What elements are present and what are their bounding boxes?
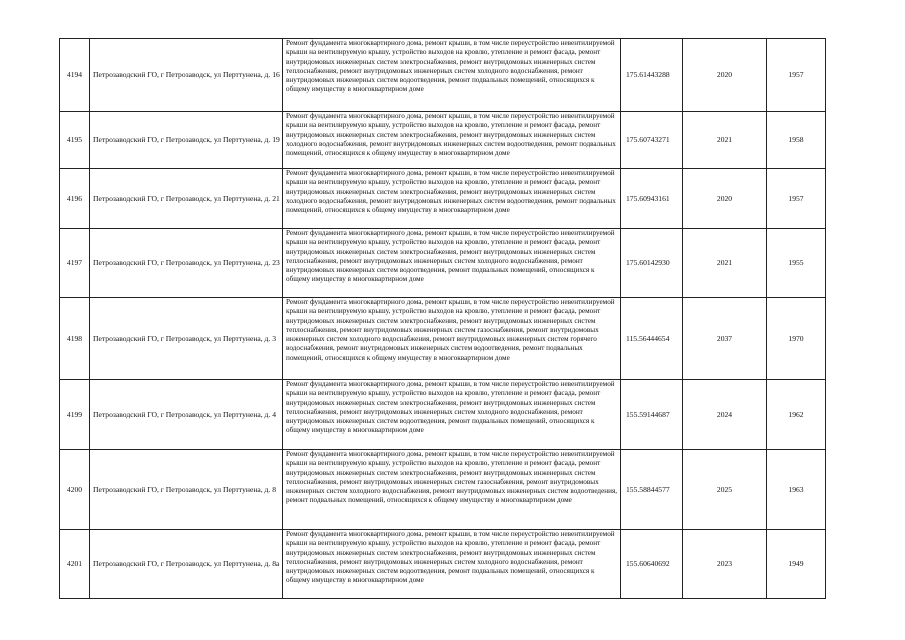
cost-cell: 175.60943161 [621,169,683,229]
row-number: 4199 [60,380,90,450]
plan-year-cell: 2020 [683,169,767,229]
address-cell: Петрозаводский ГО, г Петрозаводск, ул Перттунена, д. 23 [90,229,283,298]
address-cell: Петрозаводский ГО, г Петрозаводск, ул Перттунена, д. 4 [90,380,283,450]
plan-year-cell: 2037 [683,298,767,380]
plan-year-cell: 2024 [683,380,767,450]
address-cell: Петрозаводский ГО, г Петрозаводск, ул Перттунена, д. 3 [90,298,283,380]
cost-cell: 175.60142930 [621,229,683,298]
plan-year-cell: 2020 [683,39,767,112]
cost-cell: 175.61443288 [621,39,683,112]
works-cell: Ремонт фундамента многоквартирного дома, ремонт крыши, в том числе переустройство невентилируемой крыши на вентилируемую крышу, устройство выходов на кровлю, утепление и ремонт фасада, ремонт внутридомовых инженерных систем электроснабжения, ремонт внутридомовых инженерных систем теплоснабжения, ремонт внутридомовых инженерных систем холодного водоснабжения, ремонт внутридомовых инженерных систем водоотведения, ремонт подвальных помещений, относящихся к общему имуществу в многоквартирном доме [283,39,621,112]
works-cell: Ремонт фундамента многоквартирного дома, ремонт крыши, в том числе переустройство невентилируемой крыши на вентилируемую крышу, устройство выходов на кровлю, утепление и ремонт фасада, ремонт внутридомовых инженерных систем электроснабжения, ремонт внутридомовых инженерных систем холодного водоснабжения, ремонт внутридомовых инженерных систем водоотведения, ремонт подвальных помещений, относящихся к общему имуществу в многоквартирном доме [283,169,621,229]
row-number: 4200 [60,450,90,530]
table-row [60,169,826,229]
table-row [60,39,826,112]
row-number: 4194 [60,39,90,112]
table-row [60,450,826,530]
table-row [60,229,826,298]
table-row [60,112,826,169]
works-cell: Ремонт фундамента многоквартирного дома, ремонт крыши, в том числе переустройство невентилируемой крыши на вентилируемую крышу, устройство выходов на кровлю, утепление и ремонт фасада, ремонт внутридомовых инженерных систем электроснабжения, ремонт внутридомовых инженерных систем теплоснабжения, ремонт внутридомовых инженерных систем холодного водоснабжения, ремонт внутридомовых инженерных систем водоотведения, ремонт подвальных помещений, относящихся к общему имуществу в многоквартирном доме [283,530,621,599]
address-cell: Петрозаводский ГО, г Петрозаводск, ул Перттунена, д. 19 [90,112,283,169]
table-row [60,530,826,599]
works-cell: Ремонт фундамента многоквартирного дома, ремонт крыши, в том числе переустройство невентилируемой крыши на вентилируемую крышу, устройство выходов на кровлю, утепление и ремонт фасада, ремонт внутридомовых инженерных систем электроснабжения, ремонт внутридомовых инженерных систем теплоснабжения, ремонт внутридомовых инженерных систем газоснабжения, ремонт внутридомовых инженерных систем холодного водоснабжения, ремонт внутридомовых инженерных систем горячего водоснабжения, ремонт внутридомовых инженерных систем водоотведения, ремонт подвальных помещений, относящихся к общему имуществу в многоквартирном доме [283,298,621,380]
cost-cell: 155.59144687 [621,380,683,450]
address-cell: Петрозаводский ГО, г Петрозаводск, ул Перттунена, д. 8а [90,530,283,599]
address-cell: Петрозаводский ГО, г Петрозаводск, ул Перттунена, д. 21 [90,169,283,229]
built-year-cell: 1958 [767,112,826,169]
table-row [60,298,826,380]
cost-cell: 115.56444654 [621,298,683,380]
works-cell: Ремонт фундамента многоквартирного дома, ремонт крыши, в том числе переустройство невентилируемой крыши на вентилируемую крышу, устройство выходов на кровлю, утепление и ремонт фасада, ремонт внутридомовых инженерных систем электроснабжения, ремонт внутридомовых инженерных систем теплоснабжения, ремонт внутридомовых инженерных систем холодного водоснабжения, ремонт внутридомовых инженерных систем водоотведения, ремонт подвальных помещений, относящихся к общему имуществу в многоквартирном доме [283,380,621,450]
plan-year-cell: 2025 [683,450,767,530]
address-cell: Петрозаводский ГО, г Петрозаводск, ул Перттунена, д. 8 [90,450,283,530]
built-year-cell: 1963 [767,450,826,530]
row-number: 4198 [60,298,90,380]
row-number: 4196 [60,169,90,229]
built-year-cell: 1957 [767,39,826,112]
built-year-cell: 1949 [767,530,826,599]
housing-repair-table [59,38,826,599]
plan-year-cell: 2021 [683,112,767,169]
cost-cell: 155.58844577 [621,450,683,530]
works-cell: Ремонт фундамента многоквартирного дома, ремонт крыши, в том числе переустройство невентилируемой крыши на вентилируемую крышу, устройство выходов на кровлю, утепление и ремонт фасада, ремонт внутридомовых инженерных систем электроснабжения, ремонт внутридомовых инженерных систем теплоснабжения, ремонт внутридомовых инженерных систем холодного водоснабжения, ремонт внутридомовых инженерных систем водоотведения, ремонт подвальных помещений, относящихся к общему имуществу в многоквартирном доме [283,229,621,298]
plan-year-cell: 2021 [683,229,767,298]
address-cell: Петрозаводский ГО, г Петрозаводск, ул Перттунена, д. 16 [90,39,283,112]
table-row [60,380,826,450]
built-year-cell: 1962 [767,380,826,450]
plan-year-cell: 2023 [683,530,767,599]
built-year-cell: 1957 [767,169,826,229]
built-year-cell: 1955 [767,229,826,298]
cost-cell: 155.60640692 [621,530,683,599]
works-cell: Ремонт фундамента многоквартирного дома, ремонт крыши, в том числе переустройство невентилируемой крыши на вентилируемую крышу, устройство выходов на кровлю, утепление и ремонт фасада, ремонт внутридомовых инженерных систем электроснабжения, ремонт внутридомовых инженерных систем теплоснабжения, ремонт внутридомовых инженерных систем газоснабжения, ремонт внутридомовых инженерных систем холодного водоснабжения, ремонт внутридомовых инженерных систем водоотведения, ремонт подвальных помещений, относящихся к общему имуществу в многоквартирном доме [283,450,621,530]
row-number: 4201 [60,530,90,599]
row-number: 4195 [60,112,90,169]
built-year-cell: 1970 [767,298,826,380]
row-number: 4197 [60,229,90,298]
cost-cell: 175.60743271 [621,112,683,169]
works-cell: Ремонт фундамента многоквартирного дома, ремонт крыши, в том числе переустройство невентилируемой крыши на вентилируемую крышу, устройство выходов на кровлю, утепление и ремонт фасада, ремонт внутридомовых инженерных систем электроснабжения, ремонт внутридомовых инженерных систем холодного водоснабжения, ремонт внутридомовых инженерных систем водоотведения, ремонт подвальных помещений, относящихся к общему имуществу в многоквартирном доме [283,112,621,169]
